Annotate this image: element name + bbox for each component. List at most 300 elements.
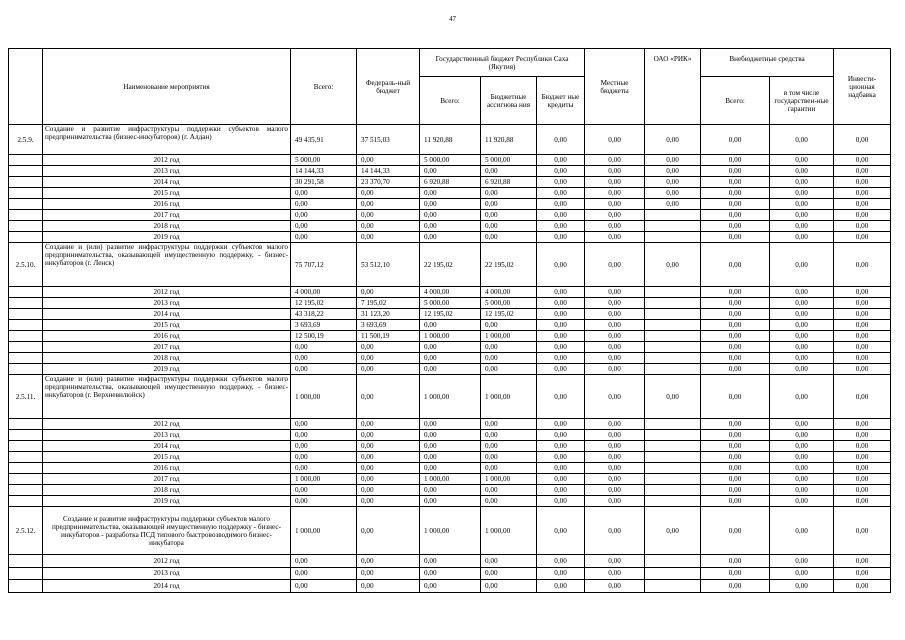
cell-value: 0,00 xyxy=(770,243,834,287)
cell-value: 0,00 xyxy=(585,177,645,188)
cell-value: 0,00 xyxy=(537,166,585,177)
table-row xyxy=(9,232,891,243)
cell-value xyxy=(645,419,701,430)
row-index xyxy=(9,155,43,166)
cell-value: 5 000,00 xyxy=(420,298,481,309)
cell-value: 0,00 xyxy=(291,441,357,452)
header-total: Всего: xyxy=(291,49,357,125)
row-year: 2017 год xyxy=(43,210,291,221)
cell-value: 0,00 xyxy=(834,232,891,243)
cell-value: 0,00 xyxy=(770,320,834,331)
cell-value: 0,00 xyxy=(481,463,537,474)
cell-value: 37 515,03 xyxy=(357,125,420,155)
cell-value: 5 000,00 xyxy=(481,298,537,309)
cell-value: 0,00 xyxy=(357,353,420,364)
cell-value: 0,00 xyxy=(357,199,420,210)
cell-value: 0,00 xyxy=(770,331,834,342)
cell-value: 0,00 xyxy=(701,555,770,568)
row-year: 2017 год xyxy=(43,342,291,353)
cell-value: 0,00 xyxy=(701,452,770,463)
cell-value: 12 500,19 xyxy=(291,331,357,342)
cell-value: 0,00 xyxy=(770,419,834,430)
header-index xyxy=(9,49,43,125)
table-row xyxy=(9,309,891,320)
cell-value xyxy=(645,221,701,232)
cell-value: 0,00 xyxy=(291,221,357,232)
cell-value: 0,00 xyxy=(701,364,770,375)
table-row xyxy=(9,496,891,507)
cell-value: 0,00 xyxy=(834,320,891,331)
cell-value: 0,00 xyxy=(537,177,585,188)
cell-value: 0,00 xyxy=(645,507,701,555)
cell-value: 0,00 xyxy=(585,375,645,419)
row-year: 2012 год xyxy=(43,155,291,166)
row-year: 2014 год xyxy=(43,441,291,452)
cell-value: 0,00 xyxy=(537,243,585,287)
cell-value: 0,00 xyxy=(701,463,770,474)
cell-value: 0,00 xyxy=(537,309,585,320)
cell-value: 12 195,02 xyxy=(291,298,357,309)
table-row xyxy=(9,555,891,568)
cell-value: 0,00 xyxy=(701,221,770,232)
cell-value: 0,00 xyxy=(770,298,834,309)
cell-value xyxy=(645,232,701,243)
row-year: 2013 год xyxy=(43,166,291,177)
cell-value: 0,00 xyxy=(481,353,537,364)
row-index xyxy=(9,463,43,474)
table-row xyxy=(9,287,891,298)
cell-value: 23 370,70 xyxy=(357,177,420,188)
cell-value: 0,00 xyxy=(585,298,645,309)
cell-value: 0,00 xyxy=(770,166,834,177)
cell-value: 0,00 xyxy=(537,342,585,353)
cell-value: 0,00 xyxy=(291,452,357,463)
cell-value: 0,00 xyxy=(357,441,420,452)
cell-value: 0,00 xyxy=(357,364,420,375)
cell-value: 0,00 xyxy=(585,232,645,243)
cell-value: 0,00 xyxy=(770,441,834,452)
row-index xyxy=(9,309,43,320)
row-year: 2013 год xyxy=(43,430,291,441)
header-state-assign: Бюджетные ассигнова ния xyxy=(481,77,537,125)
table-row xyxy=(9,430,891,441)
cell-value: 0,00 xyxy=(585,580,645,593)
table-row xyxy=(9,507,891,555)
cell-value: 0,00 xyxy=(481,580,537,593)
cell-value: 0,00 xyxy=(481,221,537,232)
cell-value: 0,00 xyxy=(357,188,420,199)
row-index xyxy=(9,232,43,243)
cell-value: 0,00 xyxy=(645,188,701,199)
header-extra-group: Внебюджетные средства xyxy=(701,49,834,77)
budget-table xyxy=(8,48,891,593)
cell-value: 0,00 xyxy=(585,507,645,555)
row-year: 2012 год xyxy=(43,287,291,298)
cell-value: 0,00 xyxy=(834,210,891,221)
cell-value: 0,00 xyxy=(537,485,585,496)
cell-value: 0,00 xyxy=(537,580,585,593)
cell-value: 4 000,00 xyxy=(291,287,357,298)
row-name: Создание и развитие инфраструктуры поддержки субъектов малого предпринимательства, оказывающей имущественную поддержку - бизнес-инкубаторов - разработка ПСД типового быстровозводимого бизнес-инкубатора xyxy=(43,507,291,555)
table-row xyxy=(9,320,891,331)
cell-value xyxy=(645,353,701,364)
cell-value: 0,00 xyxy=(481,452,537,463)
cell-value xyxy=(645,567,701,580)
row-index: 2.5.11. xyxy=(9,375,43,419)
cell-value: 0,00 xyxy=(770,555,834,568)
table-row xyxy=(9,210,891,221)
cell-value: 0,00 xyxy=(834,580,891,593)
cell-value: 1 000,00 xyxy=(291,474,357,485)
cell-value: 0,00 xyxy=(357,555,420,568)
cell-value: 0,00 xyxy=(585,463,645,474)
cell-value: 0,00 xyxy=(834,309,891,320)
cell-value: 0,00 xyxy=(834,199,891,210)
cell-value: 0,00 xyxy=(834,353,891,364)
cell-value: 5 000,00 xyxy=(420,155,481,166)
cell-value: 0,00 xyxy=(481,232,537,243)
cell-value: 0,00 xyxy=(481,430,537,441)
table-row xyxy=(9,342,891,353)
cell-value: 0,00 xyxy=(834,555,891,568)
cell-value: 0,00 xyxy=(770,430,834,441)
cell-value: 0,00 xyxy=(537,567,585,580)
cell-value: 0,00 xyxy=(291,232,357,243)
cell-value xyxy=(645,287,701,298)
cell-value: 0,00 xyxy=(834,155,891,166)
cell-value: 0,00 xyxy=(291,463,357,474)
cell-value: 0,00 xyxy=(481,555,537,568)
cell-value: 0,00 xyxy=(481,496,537,507)
row-index xyxy=(9,298,43,309)
row-index xyxy=(9,331,43,342)
cell-value: 0,00 xyxy=(701,232,770,243)
header-state-group: Государственный бюджет Республики Саха (Якутия) xyxy=(420,49,585,77)
cell-value: 0,00 xyxy=(770,364,834,375)
cell-value: 0,00 xyxy=(357,221,420,232)
cell-value: 0,00 xyxy=(420,452,481,463)
page-number: 47 xyxy=(449,15,456,23)
cell-value: 0,00 xyxy=(645,177,701,188)
header-state-total: Всего: xyxy=(420,77,481,125)
cell-value: 0,00 xyxy=(420,567,481,580)
cell-value: 0,00 xyxy=(701,243,770,287)
cell-value: 0,00 xyxy=(834,166,891,177)
table-row xyxy=(9,463,891,474)
cell-value: 0,00 xyxy=(834,474,891,485)
cell-value: 0,00 xyxy=(585,210,645,221)
cell-value: 0,00 xyxy=(701,496,770,507)
cell-value xyxy=(645,496,701,507)
table-row xyxy=(9,331,891,342)
table-row xyxy=(9,298,891,309)
cell-value: 0,00 xyxy=(420,320,481,331)
cell-value: 0,00 xyxy=(537,331,585,342)
cell-value: 0,00 xyxy=(585,166,645,177)
cell-value: 14 144,33 xyxy=(291,166,357,177)
cell-value: 12 195,02 xyxy=(420,309,481,320)
cell-value: 0,00 xyxy=(291,199,357,210)
cell-value: 0,00 xyxy=(291,364,357,375)
row-year: 2014 год xyxy=(43,177,291,188)
table-row xyxy=(9,125,891,155)
header-extra-guarantees: в том числе государствен-ные гарантии xyxy=(770,77,834,125)
cell-value: 0,00 xyxy=(701,441,770,452)
header-local: Местные бюджеты xyxy=(585,49,645,125)
row-year: 2015 год xyxy=(43,320,291,331)
row-index xyxy=(9,188,43,199)
table-row xyxy=(9,166,891,177)
cell-value: 0,00 xyxy=(770,221,834,232)
row-index: 2.5.12. xyxy=(9,507,43,555)
cell-value: 0,00 xyxy=(420,188,481,199)
cell-value: 0,00 xyxy=(357,155,420,166)
cell-value: 1 000,00 xyxy=(420,507,481,555)
table-row xyxy=(9,188,891,199)
row-index xyxy=(9,342,43,353)
cell-value: 0,00 xyxy=(585,243,645,287)
row-year: 2015 год xyxy=(43,188,291,199)
cell-value: 0,00 xyxy=(537,298,585,309)
cell-value xyxy=(645,485,701,496)
cell-value: 75 707,12 xyxy=(291,243,357,287)
cell-value: 0,00 xyxy=(585,125,645,155)
cell-value: 0,00 xyxy=(701,331,770,342)
cell-value: 0,00 xyxy=(834,419,891,430)
cell-value: 0,00 xyxy=(701,353,770,364)
cell-value: 0,00 xyxy=(701,199,770,210)
cell-value: 0,00 xyxy=(357,485,420,496)
cell-value: 0,00 xyxy=(701,474,770,485)
cell-value: 0,00 xyxy=(537,463,585,474)
cell-value: 0,00 xyxy=(770,485,834,496)
cell-value: 0,00 xyxy=(537,353,585,364)
cell-value: 0,00 xyxy=(357,507,420,555)
cell-value: 0,00 xyxy=(420,210,481,221)
header-state-credits: Бюджет ные кредиты xyxy=(537,77,585,125)
cell-value: 0,00 xyxy=(834,287,891,298)
cell-value: 0,00 xyxy=(537,496,585,507)
cell-value: 0,00 xyxy=(537,320,585,331)
cell-value: 0,00 xyxy=(481,485,537,496)
row-year: 2012 год xyxy=(43,419,291,430)
row-index xyxy=(9,210,43,221)
cell-value xyxy=(645,342,701,353)
cell-value: 0,00 xyxy=(585,188,645,199)
cell-value: 0,00 xyxy=(420,364,481,375)
cell-value: 0,00 xyxy=(585,287,645,298)
cell-value: 0,00 xyxy=(357,342,420,353)
cell-value: 1 000,00 xyxy=(420,375,481,419)
cell-value: 0,00 xyxy=(834,243,891,287)
cell-value: 0,00 xyxy=(357,287,420,298)
cell-value: 0,00 xyxy=(701,419,770,430)
cell-value: 1 000,00 xyxy=(291,375,357,419)
cell-value: 0,00 xyxy=(701,188,770,199)
cell-value: 1 000,00 xyxy=(420,474,481,485)
cell-value: 0,00 xyxy=(481,567,537,580)
row-year: 2018 год xyxy=(43,353,291,364)
table-row xyxy=(9,567,891,580)
cell-value: 12 195,02 xyxy=(481,309,537,320)
row-year: 2019 год xyxy=(43,496,291,507)
cell-value: 0,00 xyxy=(291,567,357,580)
row-index xyxy=(9,485,43,496)
cell-value xyxy=(645,430,701,441)
header-rik: ОАО «РИК» xyxy=(645,49,701,125)
cell-value xyxy=(645,309,701,320)
cell-value: 0,00 xyxy=(585,309,645,320)
row-year: 2016 год xyxy=(43,331,291,342)
cell-value: 0,00 xyxy=(701,507,770,555)
cell-value: 0,00 xyxy=(357,580,420,593)
cell-value: 0,00 xyxy=(537,474,585,485)
cell-value: 0,00 xyxy=(834,485,891,496)
row-index xyxy=(9,287,43,298)
row-year: 2016 год xyxy=(43,199,291,210)
cell-value: 0,00 xyxy=(420,555,481,568)
cell-value: 22 195,02 xyxy=(420,243,481,287)
row-index xyxy=(9,320,43,331)
cell-value: 0,00 xyxy=(701,430,770,441)
cell-value: 0,00 xyxy=(701,177,770,188)
cell-value: 0,00 xyxy=(291,485,357,496)
cell-value: 0,00 xyxy=(701,375,770,419)
table-row xyxy=(9,419,891,430)
row-index xyxy=(9,452,43,463)
cell-value: 0,00 xyxy=(420,199,481,210)
row-index xyxy=(9,496,43,507)
cell-value: 0,00 xyxy=(770,452,834,463)
row-index: 2.5.9. xyxy=(9,125,43,155)
table-row xyxy=(9,441,891,452)
cell-value: 0,00 xyxy=(537,430,585,441)
cell-value: 0,00 xyxy=(357,452,420,463)
cell-value: 0,00 xyxy=(291,430,357,441)
table-row xyxy=(9,580,891,593)
cell-value: 0,00 xyxy=(701,342,770,353)
cell-value: 0,00 xyxy=(420,419,481,430)
cell-value xyxy=(645,452,701,463)
cell-value: 0,00 xyxy=(420,232,481,243)
header-invest: Инвести-ционная надбавка xyxy=(834,49,891,125)
row-year: 2013 год xyxy=(43,298,291,309)
cell-value: 0,00 xyxy=(585,155,645,166)
cell-value: 0,00 xyxy=(770,155,834,166)
cell-value: 0,00 xyxy=(291,353,357,364)
cell-value: 0,00 xyxy=(585,452,645,463)
cell-value: 0,00 xyxy=(645,375,701,419)
cell-value: 0,00 xyxy=(357,474,420,485)
cell-value xyxy=(645,463,701,474)
cell-value: 0,00 xyxy=(701,309,770,320)
cell-value: 3 693,69 xyxy=(291,320,357,331)
cell-value xyxy=(645,441,701,452)
cell-value: 0,00 xyxy=(645,155,701,166)
cell-value: 0,00 xyxy=(701,155,770,166)
table-row xyxy=(9,353,891,364)
cell-value: 0,00 xyxy=(537,364,585,375)
header-extra-total: Всего: xyxy=(701,77,770,125)
row-year: 2012 год xyxy=(43,555,291,568)
cell-value: 0,00 xyxy=(537,375,585,419)
cell-value: 0,00 xyxy=(701,567,770,580)
cell-value: 0,00 xyxy=(770,188,834,199)
cell-value: 3 693,69 xyxy=(357,320,420,331)
table-row xyxy=(9,199,891,210)
cell-value: 0,00 xyxy=(585,441,645,452)
row-year: 2014 год xyxy=(43,309,291,320)
cell-value: 0,00 xyxy=(770,125,834,155)
cell-value: 0,00 xyxy=(701,320,770,331)
cell-value: 1 000,00 xyxy=(420,331,481,342)
cell-value: 0,00 xyxy=(585,353,645,364)
row-index xyxy=(9,353,43,364)
cell-value: 0,00 xyxy=(701,166,770,177)
cell-value: 0,00 xyxy=(585,474,645,485)
cell-value: 0,00 xyxy=(537,199,585,210)
table-body xyxy=(9,125,891,593)
cell-value: 0,00 xyxy=(537,155,585,166)
row-year: 2015 год xyxy=(43,452,291,463)
cell-value: 0,00 xyxy=(770,342,834,353)
cell-value: 0,00 xyxy=(770,177,834,188)
cell-value: 0,00 xyxy=(585,567,645,580)
cell-value: 14 144,33 xyxy=(357,166,420,177)
cell-value: 0,00 xyxy=(834,430,891,441)
cell-value: 0,00 xyxy=(420,342,481,353)
cell-value: 0,00 xyxy=(585,496,645,507)
cell-value xyxy=(645,474,701,485)
cell-value: 0,00 xyxy=(537,125,585,155)
cell-value: 0,00 xyxy=(770,199,834,210)
table-row xyxy=(9,364,891,375)
row-year: 2019 год xyxy=(43,232,291,243)
cell-value: 7 195,02 xyxy=(357,298,420,309)
cell-value: 0,00 xyxy=(770,567,834,580)
cell-value: 0,00 xyxy=(585,320,645,331)
cell-value: 0,00 xyxy=(770,496,834,507)
cell-value xyxy=(645,298,701,309)
row-year: 2014 год xyxy=(43,580,291,593)
cell-value: 0,00 xyxy=(357,463,420,474)
cell-value: 11 920,88 xyxy=(420,125,481,155)
cell-value: 0,00 xyxy=(834,441,891,452)
row-index xyxy=(9,567,43,580)
header-name: Наименование мероприятия xyxy=(43,49,291,125)
cell-value: 0,00 xyxy=(701,287,770,298)
cell-value xyxy=(645,320,701,331)
cell-value: 0,00 xyxy=(770,580,834,593)
cell-value: 0,00 xyxy=(834,125,891,155)
cell-value: 6 920,88 xyxy=(481,177,537,188)
cell-value: 0,00 xyxy=(481,210,537,221)
cell-value: 0,00 xyxy=(291,342,357,353)
cell-value: 31 123,20 xyxy=(357,309,420,320)
cell-value: 0,00 xyxy=(537,555,585,568)
cell-value: 0,00 xyxy=(537,441,585,452)
cell-value: 0,00 xyxy=(701,485,770,496)
table-row xyxy=(9,375,891,419)
row-year: 2013 год xyxy=(43,567,291,580)
cell-value: 0,00 xyxy=(420,441,481,452)
row-year: 2016 год xyxy=(43,463,291,474)
cell-value: 0,00 xyxy=(770,309,834,320)
cell-value: 0,00 xyxy=(357,232,420,243)
cell-value: 0,00 xyxy=(585,419,645,430)
cell-value: 0,00 xyxy=(357,430,420,441)
row-year: 2019 год xyxy=(43,364,291,375)
